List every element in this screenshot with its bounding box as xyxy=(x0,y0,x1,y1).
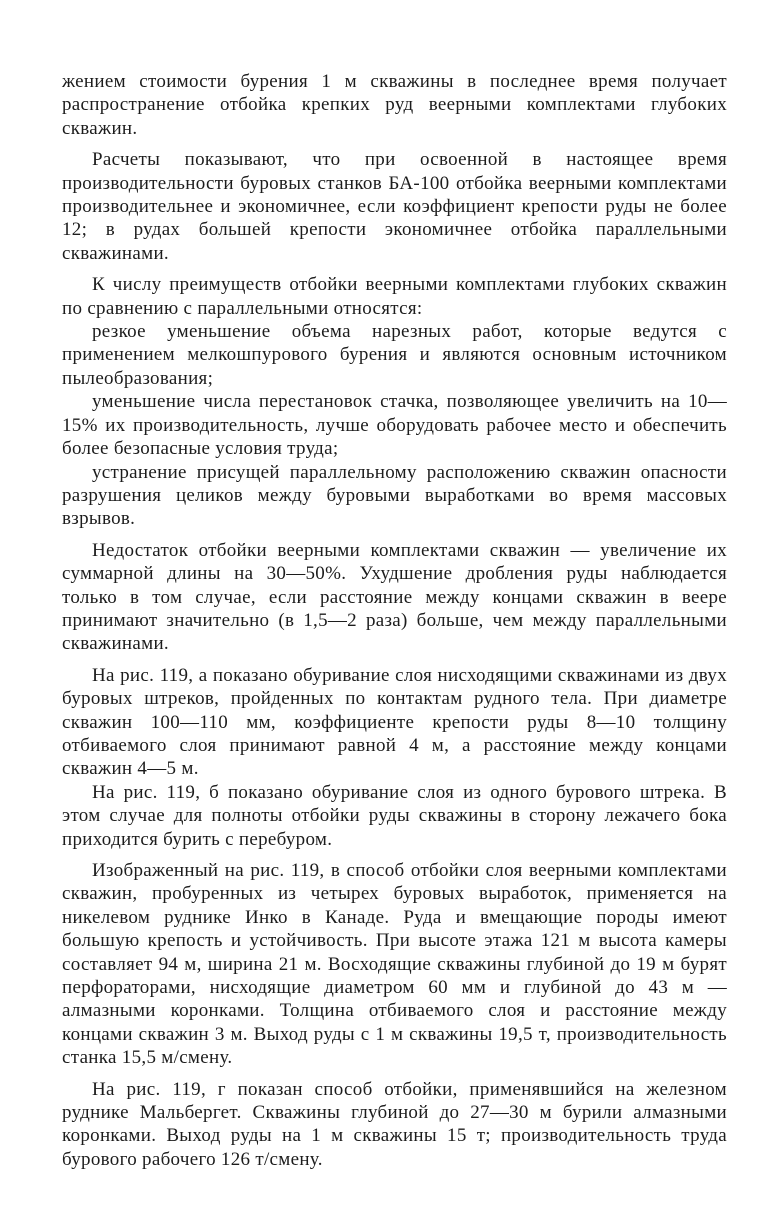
list-item-1: резкое уменьшение объема нарезных работ, которые ведутся с применением мелкошпурового бурения и являются основным источником пылеобразования; xyxy=(62,321,727,389)
paragraph-4: Недостаток отбойки веерными комплектами скважин — увеличение их суммарной длины на 30—50%. Ухудшение дробления руды наблюдается только в том случае, если расстояние между концами скважин в веере принимают значительно (в 1,5—2 раза) больше, чем между параллельными скважинами. xyxy=(62,539,727,655)
paragraph-1: жением стоимости бурения 1 м скважины в последнее время получает распространение отбойка крепких руд веерными комплектами глубоких скважин. xyxy=(62,71,727,139)
list-item-2: уменьшение числа перестановок стачка, позволяющее увеличить на 10—15% их производительность, лучше оборудовать рабочее место и обеспечить более безопасные условия труда; xyxy=(62,391,727,460)
paragraph-3: К числу преимуществ отбойки веерными комплектами глубоких скважин по сравнению с параллельными относятся: xyxy=(62,274,727,319)
paragraph-6: На рис. 119, б показано обуривание слоя из одного бурового штрека. В этом случае для полноты отбойки руды скважины в сторону лежачего бока приходится бурить с перебуром. xyxy=(62,781,727,850)
page-text xyxy=(62,70,727,1179)
paragraph-5: На рис. 119, а показано обуривание слоя нисходящими скважинами из двух буровых штреков, пройденных по контактам рудного тела. При диаметре скважин 100—110 мм, коэффициенте крепости руды 8—10 толщину отбиваемого слоя принимают равной 4 м, а расстояние между концами скважин 4—5 м. xyxy=(62,664,727,780)
paragraph-2: Расчеты показывают, что при освоенной в настоящее время производительности буровых станков БА-100 отбойка веерными комплектами производительнее и экономичнее, если коэффициент крепости руды не более 12; в рудах большей крепости экономичнее отбойка параллельными скважинами. xyxy=(62,149,727,264)
paragraph-7: Изображенный на рис. 119, в способ отбойки слоя веерными комплектами скважин, пробуренных из четырех буровых выработок, применяется на никелевом руднике Инко в Канаде. Руда и вмещающие породы имеют большую крепость и устойчивость. При высоте этажа 121 м высота камеры составляет 94 м, ширина 21 м. Восходящие скважины глубиной до 19 м бурят перфораторами, нисходящие диаметром 60 мм и глубиной до 43 м — алмазными коронками. Толщина отбиваемого слоя и расстояние между концами скважин 3 м. Выход руды с 1 м скважины 19,5 т, производительность станка 15,5 м/смену. xyxy=(62,860,727,1069)
list-item-3: устранение присущей параллельному расположению скважин опасности разрушения целиков между буровыми выработками во время массовых взрывов. xyxy=(62,461,727,530)
paragraph-8: На рис. 119, г показан способ отбойки, применявшийся на железном руднике Мальбергет. Скважины глубиной до 27—30 м бурили алмазными коронками. Выход руды на 1 м скважины 15 т; производительность труда бурового рабочего 126 т/смену. xyxy=(62,1078,727,1170)
